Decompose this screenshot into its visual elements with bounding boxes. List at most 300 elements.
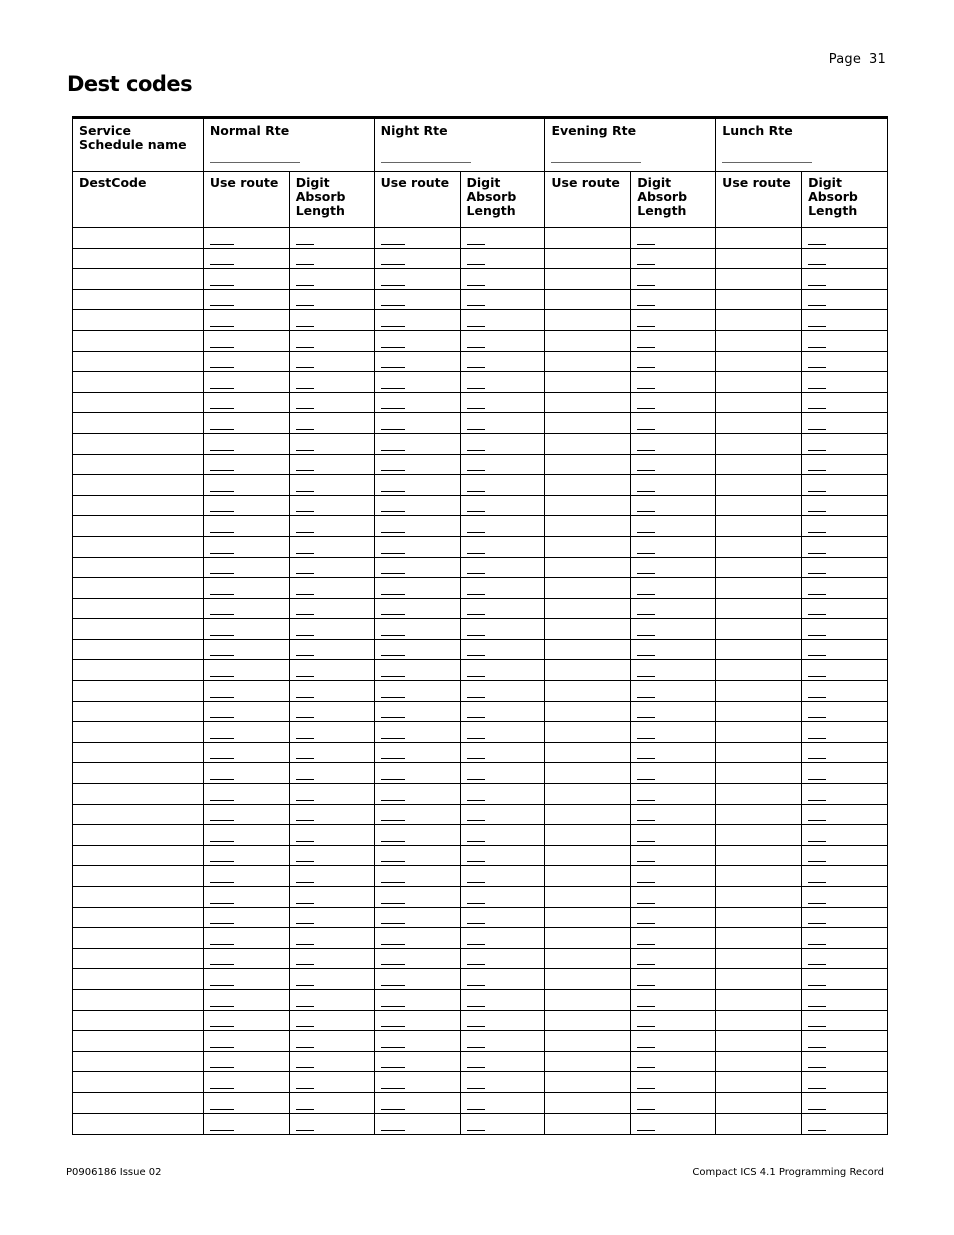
digit-absorb-cell[interactable] <box>631 1011 716 1031</box>
destcode-cell[interactable] <box>73 763 204 783</box>
use-route-cell[interactable] <box>716 599 802 619</box>
digit-absorb-cell[interactable] <box>802 599 887 619</box>
use-route-cell[interactable] <box>716 475 802 495</box>
digit-absorb-cell[interactable] <box>631 1052 716 1072</box>
use-route-cell[interactable] <box>375 516 461 536</box>
use-route-cell[interactable] <box>375 434 461 454</box>
digit-absorb-cell[interactable] <box>290 1072 375 1092</box>
use-route-cell[interactable] <box>545 249 631 269</box>
use-route-cell[interactable] <box>716 1052 802 1072</box>
digit-absorb-cell[interactable] <box>631 784 716 804</box>
digit-absorb-cell[interactable] <box>631 352 716 372</box>
use-route-cell[interactable] <box>375 969 461 989</box>
use-route-cell[interactable] <box>204 578 290 598</box>
destcode-cell[interactable] <box>73 660 204 680</box>
destcode-cell[interactable] <box>73 310 204 330</box>
use-route-cell[interactable] <box>375 681 461 701</box>
use-route-cell[interactable] <box>716 949 802 969</box>
destcode-cell[interactable] <box>73 743 204 763</box>
digit-absorb-cell[interactable] <box>461 640 546 660</box>
digit-absorb-cell[interactable] <box>802 290 887 310</box>
digit-absorb-cell[interactable] <box>802 681 887 701</box>
use-route-cell[interactable] <box>204 887 290 907</box>
digit-absorb-cell[interactable] <box>290 434 375 454</box>
digit-absorb-cell[interactable] <box>631 681 716 701</box>
digit-absorb-cell[interactable] <box>290 887 375 907</box>
use-route-cell[interactable] <box>204 434 290 454</box>
digit-absorb-cell[interactable] <box>290 619 375 639</box>
use-route-cell[interactable] <box>375 455 461 475</box>
destcode-cell[interactable] <box>73 455 204 475</box>
digit-absorb-cell[interactable] <box>461 990 546 1010</box>
use-route-cell[interactable] <box>545 908 631 928</box>
use-route-cell[interactable] <box>716 866 802 886</box>
use-route-cell[interactable] <box>716 290 802 310</box>
use-route-cell[interactable] <box>375 1011 461 1031</box>
destcode-cell[interactable] <box>73 928 204 948</box>
digit-absorb-cell[interactable] <box>802 310 887 330</box>
use-route-cell[interactable] <box>204 619 290 639</box>
digit-absorb-cell[interactable] <box>461 969 546 989</box>
use-route-cell[interactable] <box>545 352 631 372</box>
digit-absorb-cell[interactable] <box>290 990 375 1010</box>
use-route-cell[interactable] <box>204 1114 290 1135</box>
use-route-cell[interactable] <box>375 249 461 269</box>
digit-absorb-cell[interactable] <box>461 578 546 598</box>
digit-absorb-cell[interactable] <box>802 269 887 289</box>
digit-absorb-cell[interactable] <box>461 1114 546 1135</box>
digit-absorb-cell[interactable] <box>290 475 375 495</box>
digit-absorb-cell[interactable] <box>461 537 546 557</box>
digit-absorb-cell[interactable] <box>290 228 375 248</box>
digit-absorb-cell[interactable] <box>461 866 546 886</box>
digit-absorb-cell[interactable] <box>802 722 887 742</box>
digit-absorb-cell[interactable] <box>631 516 716 536</box>
digit-absorb-cell[interactable] <box>631 1072 716 1092</box>
use-route-cell[interactable] <box>375 660 461 680</box>
digit-absorb-cell[interactable] <box>461 887 546 907</box>
use-route-cell[interactable] <box>545 702 631 722</box>
use-route-cell[interactable] <box>716 331 802 351</box>
use-route-cell[interactable] <box>204 496 290 516</box>
use-route-cell[interactable] <box>716 269 802 289</box>
use-route-cell[interactable] <box>716 249 802 269</box>
use-route-cell[interactable] <box>204 763 290 783</box>
destcode-cell[interactable] <box>73 949 204 969</box>
digit-absorb-cell[interactable] <box>631 269 716 289</box>
digit-absorb-cell[interactable] <box>802 372 887 392</box>
digit-absorb-cell[interactable] <box>631 1114 716 1135</box>
use-route-cell[interactable] <box>375 825 461 845</box>
digit-absorb-cell[interactable] <box>290 928 375 948</box>
use-route-cell[interactable] <box>716 455 802 475</box>
digit-absorb-cell[interactable] <box>802 558 887 578</box>
digit-absorb-cell[interactable] <box>631 496 716 516</box>
digit-absorb-cell[interactable] <box>290 805 375 825</box>
use-route-cell[interactable] <box>545 1093 631 1113</box>
digit-absorb-cell[interactable] <box>461 846 546 866</box>
use-route-cell[interactable] <box>375 640 461 660</box>
use-route-cell[interactable] <box>716 825 802 845</box>
destcode-cell[interactable] <box>73 866 204 886</box>
use-route-cell[interactable] <box>204 784 290 804</box>
use-route-cell[interactable] <box>375 228 461 248</box>
use-route-cell[interactable] <box>545 887 631 907</box>
digit-absorb-cell[interactable] <box>461 599 546 619</box>
use-route-cell[interactable] <box>204 1031 290 1051</box>
digit-absorb-cell[interactable] <box>290 1093 375 1113</box>
use-route-cell[interactable] <box>545 434 631 454</box>
use-route-cell[interactable] <box>716 743 802 763</box>
digit-absorb-cell[interactable] <box>461 516 546 536</box>
digit-absorb-cell[interactable] <box>631 331 716 351</box>
use-route-cell[interactable] <box>716 1114 802 1135</box>
use-route-cell[interactable] <box>204 990 290 1010</box>
digit-absorb-cell[interactable] <box>290 1114 375 1135</box>
use-route-cell[interactable] <box>204 681 290 701</box>
use-route-cell[interactable] <box>716 784 802 804</box>
use-route-cell[interactable] <box>716 1093 802 1113</box>
digit-absorb-cell[interactable] <box>461 702 546 722</box>
digit-absorb-cell[interactable] <box>461 455 546 475</box>
digit-absorb-cell[interactable] <box>802 846 887 866</box>
digit-absorb-cell[interactable] <box>461 393 546 413</box>
destcode-cell[interactable] <box>73 269 204 289</box>
digit-absorb-cell[interactable] <box>802 1072 887 1092</box>
use-route-cell[interactable] <box>545 578 631 598</box>
destcode-cell[interactable] <box>73 475 204 495</box>
use-route-cell[interactable] <box>204 310 290 330</box>
digit-absorb-cell[interactable] <box>461 434 546 454</box>
use-route-cell[interactable] <box>716 619 802 639</box>
digit-absorb-cell[interactable] <box>290 496 375 516</box>
digit-absorb-cell[interactable] <box>802 537 887 557</box>
use-route-cell[interactable] <box>545 1031 631 1051</box>
use-route-cell[interactable] <box>716 969 802 989</box>
use-route-cell[interactable] <box>716 558 802 578</box>
digit-absorb-cell[interactable] <box>802 866 887 886</box>
digit-absorb-cell[interactable] <box>290 331 375 351</box>
digit-absorb-cell[interactable] <box>461 1072 546 1092</box>
digit-absorb-cell[interactable] <box>631 249 716 269</box>
digit-absorb-cell[interactable] <box>290 310 375 330</box>
destcode-cell[interactable] <box>73 640 204 660</box>
digit-absorb-cell[interactable] <box>461 331 546 351</box>
digit-absorb-cell[interactable] <box>802 990 887 1010</box>
digit-absorb-cell[interactable] <box>290 681 375 701</box>
use-route-cell[interactable] <box>716 722 802 742</box>
use-route-cell[interactable] <box>545 949 631 969</box>
use-route-cell[interactable] <box>545 1114 631 1135</box>
use-route-cell[interactable] <box>375 866 461 886</box>
digit-absorb-cell[interactable] <box>290 413 375 433</box>
use-route-cell[interactable] <box>204 393 290 413</box>
digit-absorb-cell[interactable] <box>802 1114 887 1135</box>
digit-absorb-cell[interactable] <box>631 640 716 660</box>
digit-absorb-cell[interactable] <box>802 228 887 248</box>
digit-absorb-cell[interactable] <box>802 825 887 845</box>
digit-absorb-cell[interactable] <box>802 331 887 351</box>
digit-absorb-cell[interactable] <box>461 743 546 763</box>
use-route-cell[interactable] <box>375 763 461 783</box>
digit-absorb-cell[interactable] <box>290 702 375 722</box>
use-route-cell[interactable] <box>375 269 461 289</box>
digit-absorb-cell[interactable] <box>290 393 375 413</box>
use-route-cell[interactable] <box>204 825 290 845</box>
digit-absorb-cell[interactable] <box>461 949 546 969</box>
use-route-cell[interactable] <box>375 702 461 722</box>
use-route-cell[interactable] <box>375 928 461 948</box>
digit-absorb-cell[interactable] <box>802 578 887 598</box>
use-route-cell[interactable] <box>545 681 631 701</box>
digit-absorb-cell[interactable] <box>802 455 887 475</box>
destcode-cell[interactable] <box>73 1114 204 1135</box>
use-route-cell[interactable] <box>545 763 631 783</box>
use-route-cell[interactable] <box>716 908 802 928</box>
use-route-cell[interactable] <box>204 1093 290 1113</box>
digit-absorb-cell[interactable] <box>802 702 887 722</box>
use-route-cell[interactable] <box>204 352 290 372</box>
evening-route-field[interactable] <box>551 162 641 163</box>
use-route-cell[interactable] <box>545 660 631 680</box>
use-route-cell[interactable] <box>375 496 461 516</box>
use-route-cell[interactable] <box>545 599 631 619</box>
destcode-cell[interactable] <box>73 331 204 351</box>
use-route-cell[interactable] <box>545 743 631 763</box>
digit-absorb-cell[interactable] <box>461 269 546 289</box>
destcode-cell[interactable] <box>73 228 204 248</box>
use-route-cell[interactable] <box>716 805 802 825</box>
use-route-cell[interactable] <box>545 537 631 557</box>
use-route-cell[interactable] <box>545 413 631 433</box>
use-route-cell[interactable] <box>375 846 461 866</box>
digit-absorb-cell[interactable] <box>802 763 887 783</box>
digit-absorb-cell[interactable] <box>631 702 716 722</box>
use-route-cell[interactable] <box>716 578 802 598</box>
use-route-cell[interactable] <box>204 640 290 660</box>
digit-absorb-cell[interactable] <box>631 743 716 763</box>
digit-absorb-cell[interactable] <box>802 1031 887 1051</box>
use-route-cell[interactable] <box>375 1072 461 1092</box>
digit-absorb-cell[interactable] <box>631 1093 716 1113</box>
digit-absorb-cell[interactable] <box>802 249 887 269</box>
use-route-cell[interactable] <box>716 516 802 536</box>
digit-absorb-cell[interactable] <box>290 372 375 392</box>
use-route-cell[interactable] <box>545 228 631 248</box>
digit-absorb-cell[interactable] <box>290 846 375 866</box>
use-route-cell[interactable] <box>716 537 802 557</box>
digit-absorb-cell[interactable] <box>802 1093 887 1113</box>
use-route-cell[interactable] <box>375 1114 461 1135</box>
use-route-cell[interactable] <box>204 537 290 557</box>
use-route-cell[interactable] <box>716 660 802 680</box>
use-route-cell[interactable] <box>204 949 290 969</box>
use-route-cell[interactable] <box>545 825 631 845</box>
destcode-cell[interactable] <box>73 681 204 701</box>
use-route-cell[interactable] <box>545 1011 631 1031</box>
digit-absorb-cell[interactable] <box>802 516 887 536</box>
digit-absorb-cell[interactable] <box>631 969 716 989</box>
use-route-cell[interactable] <box>204 846 290 866</box>
digit-absorb-cell[interactable] <box>461 290 546 310</box>
digit-absorb-cell[interactable] <box>631 866 716 886</box>
digit-absorb-cell[interactable] <box>461 1011 546 1031</box>
digit-absorb-cell[interactable] <box>802 434 887 454</box>
use-route-cell[interactable] <box>716 1031 802 1051</box>
destcode-cell[interactable] <box>73 619 204 639</box>
use-route-cell[interactable] <box>716 310 802 330</box>
digit-absorb-cell[interactable] <box>290 908 375 928</box>
destcode-cell[interactable] <box>73 846 204 866</box>
destcode-cell[interactable] <box>73 969 204 989</box>
use-route-cell[interactable] <box>545 310 631 330</box>
digit-absorb-cell[interactable] <box>802 496 887 516</box>
digit-absorb-cell[interactable] <box>461 558 546 578</box>
use-route-cell[interactable] <box>375 310 461 330</box>
use-route-cell[interactable] <box>716 887 802 907</box>
destcode-cell[interactable] <box>73 249 204 269</box>
digit-absorb-cell[interactable] <box>802 949 887 969</box>
destcode-cell[interactable] <box>73 393 204 413</box>
use-route-cell[interactable] <box>375 722 461 742</box>
digit-absorb-cell[interactable] <box>461 681 546 701</box>
digit-absorb-cell[interactable] <box>461 722 546 742</box>
use-route-cell[interactable] <box>375 1052 461 1072</box>
use-route-cell[interactable] <box>375 352 461 372</box>
use-route-cell[interactable] <box>375 599 461 619</box>
digit-absorb-cell[interactable] <box>802 352 887 372</box>
digit-absorb-cell[interactable] <box>461 475 546 495</box>
destcode-cell[interactable] <box>73 599 204 619</box>
destcode-cell[interactable] <box>73 1031 204 1051</box>
use-route-cell[interactable] <box>545 866 631 886</box>
use-route-cell[interactable] <box>204 702 290 722</box>
digit-absorb-cell[interactable] <box>461 228 546 248</box>
digit-absorb-cell[interactable] <box>290 537 375 557</box>
digit-absorb-cell[interactable] <box>631 1031 716 1051</box>
use-route-cell[interactable] <box>375 887 461 907</box>
digit-absorb-cell[interactable] <box>631 599 716 619</box>
use-route-cell[interactable] <box>545 784 631 804</box>
digit-absorb-cell[interactable] <box>290 599 375 619</box>
digit-absorb-cell[interactable] <box>631 455 716 475</box>
digit-absorb-cell[interactable] <box>461 619 546 639</box>
digit-absorb-cell[interactable] <box>461 1052 546 1072</box>
digit-absorb-cell[interactable] <box>631 537 716 557</box>
digit-absorb-cell[interactable] <box>290 722 375 742</box>
use-route-cell[interactable] <box>545 1052 631 1072</box>
use-route-cell[interactable] <box>204 372 290 392</box>
use-route-cell[interactable] <box>545 269 631 289</box>
use-route-cell[interactable] <box>204 1072 290 1092</box>
digit-absorb-cell[interactable] <box>631 928 716 948</box>
use-route-cell[interactable] <box>204 475 290 495</box>
destcode-cell[interactable] <box>73 516 204 536</box>
digit-absorb-cell[interactable] <box>461 496 546 516</box>
destcode-cell[interactable] <box>73 578 204 598</box>
use-route-cell[interactable] <box>716 228 802 248</box>
destcode-cell[interactable] <box>73 558 204 578</box>
use-route-cell[interactable] <box>204 558 290 578</box>
use-route-cell[interactable] <box>375 537 461 557</box>
digit-absorb-cell[interactable] <box>290 866 375 886</box>
digit-absorb-cell[interactable] <box>290 290 375 310</box>
digit-absorb-cell[interactable] <box>802 413 887 433</box>
destcode-cell[interactable] <box>73 784 204 804</box>
digit-absorb-cell[interactable] <box>461 928 546 948</box>
use-route-cell[interactable] <box>545 393 631 413</box>
use-route-cell[interactable] <box>375 619 461 639</box>
digit-absorb-cell[interactable] <box>802 805 887 825</box>
digit-absorb-cell[interactable] <box>290 1031 375 1051</box>
use-route-cell[interactable] <box>375 1093 461 1113</box>
use-route-cell[interactable] <box>545 846 631 866</box>
digit-absorb-cell[interactable] <box>631 722 716 742</box>
digit-absorb-cell[interactable] <box>631 846 716 866</box>
digit-absorb-cell[interactable] <box>290 269 375 289</box>
use-route-cell[interactable] <box>545 558 631 578</box>
digit-absorb-cell[interactable] <box>461 352 546 372</box>
digit-absorb-cell[interactable] <box>631 434 716 454</box>
use-route-cell[interactable] <box>716 702 802 722</box>
use-route-cell[interactable] <box>716 846 802 866</box>
use-route-cell[interactable] <box>375 1031 461 1051</box>
use-route-cell[interactable] <box>204 866 290 886</box>
digit-absorb-cell[interactable] <box>631 619 716 639</box>
use-route-cell[interactable] <box>375 578 461 598</box>
use-route-cell[interactable] <box>204 1011 290 1031</box>
use-route-cell[interactable] <box>545 969 631 989</box>
use-route-cell[interactable] <box>716 990 802 1010</box>
use-route-cell[interactable] <box>375 290 461 310</box>
destcode-cell[interactable] <box>73 825 204 845</box>
digit-absorb-cell[interactable] <box>802 475 887 495</box>
digit-absorb-cell[interactable] <box>290 784 375 804</box>
destcode-cell[interactable] <box>73 1093 204 1113</box>
destcode-cell[interactable] <box>73 537 204 557</box>
destcode-cell[interactable] <box>73 372 204 392</box>
use-route-cell[interactable] <box>545 1072 631 1092</box>
digit-absorb-cell[interactable] <box>631 310 716 330</box>
destcode-cell[interactable] <box>73 496 204 516</box>
digit-absorb-cell[interactable] <box>461 825 546 845</box>
use-route-cell[interactable] <box>545 990 631 1010</box>
use-route-cell[interactable] <box>375 784 461 804</box>
use-route-cell[interactable] <box>204 228 290 248</box>
use-route-cell[interactable] <box>545 372 631 392</box>
digit-absorb-cell[interactable] <box>802 640 887 660</box>
digit-absorb-cell[interactable] <box>461 372 546 392</box>
digit-absorb-cell[interactable] <box>631 558 716 578</box>
normal-route-field[interactable] <box>210 162 300 163</box>
night-route-field[interactable] <box>381 162 471 163</box>
use-route-cell[interactable] <box>375 990 461 1010</box>
digit-absorb-cell[interactable] <box>461 660 546 680</box>
digit-absorb-cell[interactable] <box>631 578 716 598</box>
digit-absorb-cell[interactable] <box>631 763 716 783</box>
use-route-cell[interactable] <box>716 434 802 454</box>
destcode-cell[interactable] <box>73 805 204 825</box>
use-route-cell[interactable] <box>545 290 631 310</box>
use-route-cell[interactable] <box>716 640 802 660</box>
digit-absorb-cell[interactable] <box>802 969 887 989</box>
destcode-cell[interactable] <box>73 887 204 907</box>
use-route-cell[interactable] <box>375 558 461 578</box>
digit-absorb-cell[interactable] <box>461 784 546 804</box>
use-route-cell[interactable] <box>204 908 290 928</box>
digit-absorb-cell[interactable] <box>290 640 375 660</box>
destcode-cell[interactable] <box>73 990 204 1010</box>
